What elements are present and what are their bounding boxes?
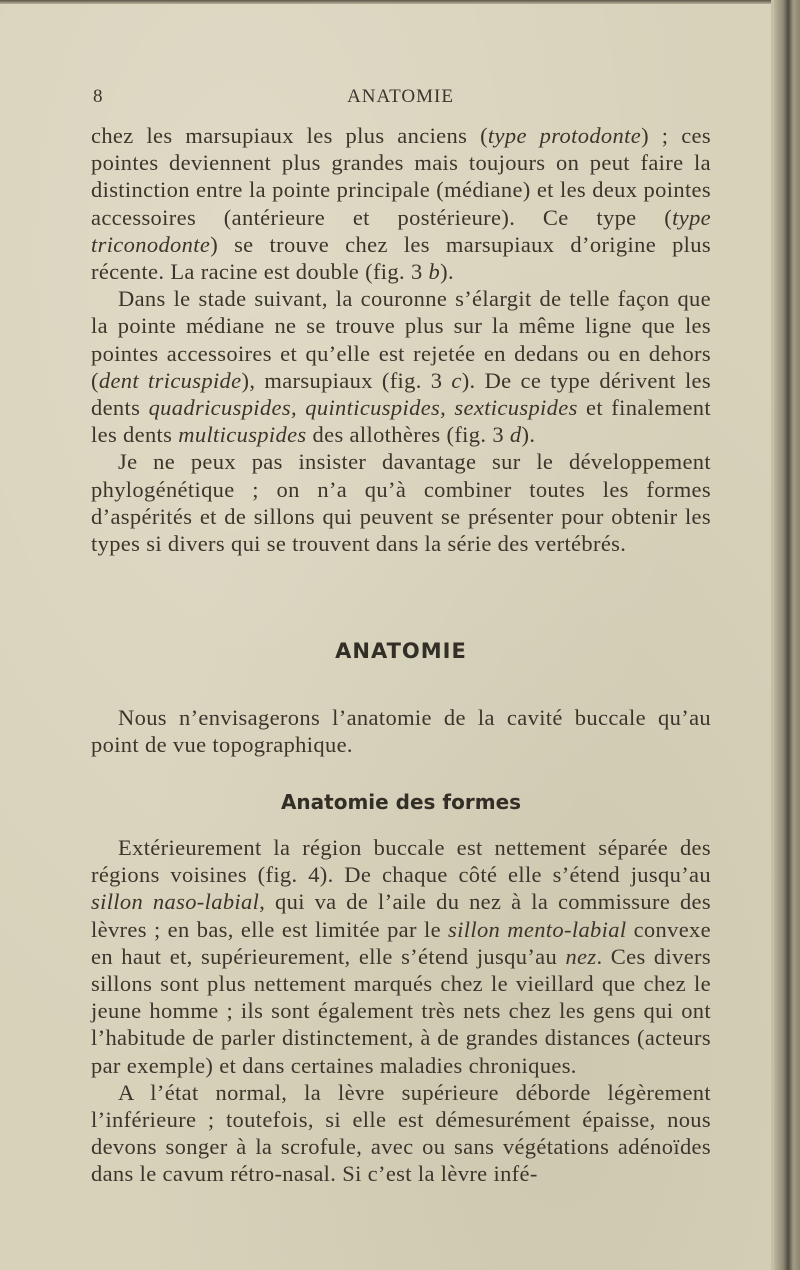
term-protodonte: type protodonte	[487, 123, 642, 148]
term-triconodonte: type triconodonte	[91, 204, 711, 257]
page-binding-edge	[774, 0, 800, 1270]
term-nez: nez	[565, 943, 597, 969]
running-title: ANATOMIE	[347, 86, 454, 107]
term-dent-tricuspide: dent tricuspide	[98, 367, 242, 393]
term-quadricuspides: quadricuspides, quinticuspides, sexticuspides	[148, 395, 578, 421]
text-block-continuation	[91, 122, 711, 557]
term-sillon-mento-labial: sillon mento-labial	[448, 916, 627, 942]
paragraph-region-buccale: Extérieurement la région buccale est nettement séparée des régions voisines (fig. 4). De chaque côté elle s’étend jusqu’au sillon naso-labial, qui va de l’aile du nez à la commissure des lèvres ; en bas, elle est limitée par le sillon mento-labial convexe en haut et, supérieurement, elle s’étend jusqu’au nez. Ces divers sillons sont plus nettement marqués chez le vieillard que chez le jeune homme ; ils sont également très nets chez les gens qui ont l’habitude de parler distinctement, à de grandes distances (acteurs par exemple) et dans certaines maladies chroniques.	[91, 835, 712, 1078]
section-intro-block	[91, 704, 711, 758]
subsection-text-block	[91, 834, 711, 1188]
subsection-heading: Anatomie des formes	[280, 790, 522, 814]
running-header	[93, 86, 708, 114]
paragraph-intro: Nous n’envisagerons l’anatomie de la cavité buccale qu’au point de vue topographique.	[91, 705, 711, 758]
paragraph-stade-suivant: Dans le stade suivant, la couronne s’élargit de telle façon que la pointe médiane ne se trouve plus sur la même ligne que les pointes accessoires et qu’elle est rejetée en dedans ou en dehors (dent tricuspide), marsupiaux (fig. 3 c). De ce type dérivent les dents quadricuspides, quinticuspides, sexticuspides et finalement les dents multicuspides des allothères (fig. 3 d).	[91, 286, 711, 448]
page-number: 8	[93, 86, 104, 107]
paragraph-phylogenetique: Je ne peux pas insister davantage sur le développement phylogénétique ; on n’a qu’à combiner toutes les formes d’aspérités et de sillons qui peuvent se présenter pour obtenir les types si divers qui se trouvent dans la série des vertébrés.	[91, 449, 711, 557]
paragraph-marsupiaux: chez les marsupiaux les plus anciens (type protodonte) ; ces pointes deviennent plus grandes mais toujours on peut faire la distinction entre la pointe principale (médiane) et les deux pointes accessoires (antérieure et postérieure). Ce type (type triconodonte) se trouve chez les marsupiaux d’origine plus récente. La racine est double (fig. 3 b).	[91, 123, 711, 285]
paragraph-etat-normal: A l’état normal, la lèvre supérieure déborde légèrement l’inférieure ; toutefois, si elle est démesurément épaisse, nous devons songer à la scrofule, avec ou sans végétations adénoïdes dans le cavum rétro-nasal. Si c’est la lèvre infé-	[91, 1079, 711, 1187]
term-sillon-naso-labial: sillon naso-labial	[91, 889, 260, 915]
page-top-edge	[0, 0, 775, 4]
term-multicuspides: multicuspides	[178, 422, 307, 448]
section-heading: ANATOMIE	[335, 639, 467, 663]
